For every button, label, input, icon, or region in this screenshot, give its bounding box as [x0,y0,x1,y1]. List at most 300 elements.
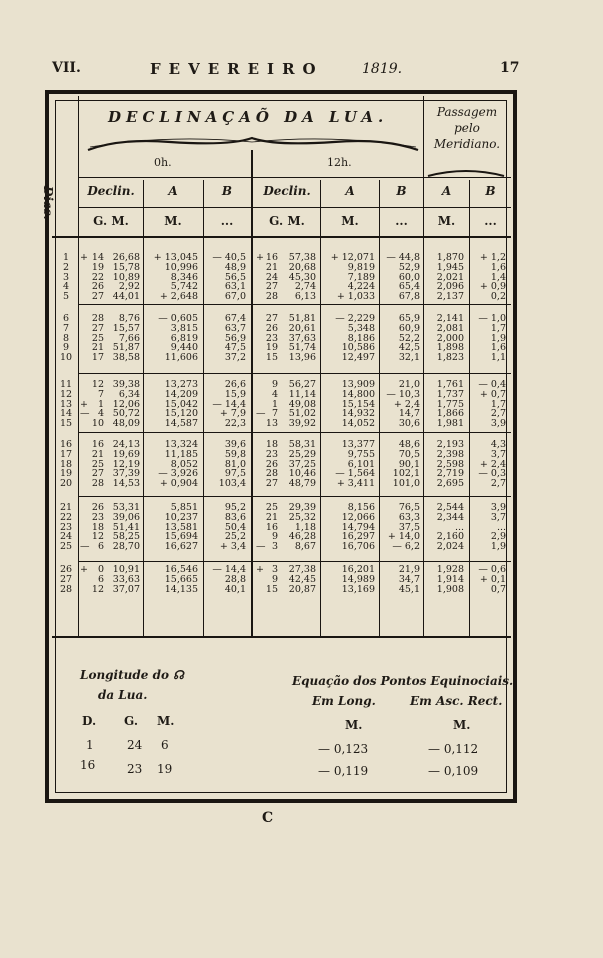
cell-d12-m: 1,18 [294,521,316,533]
cell-b12: 65,4 [398,281,420,293]
passagem-header: Passagem pelo Meridiano. [433,105,501,151]
cell-d0-g: 0 [97,564,104,575]
cell-d12-m: 25,29 [288,448,316,460]
cell-d12-m: 37,25 [288,458,316,470]
cell-pb: 0,2 [490,291,506,303]
cell-d12-g: 16 [265,252,278,263]
cell-b0: 63,7 [224,322,246,334]
cell-a0: + 0,904 [159,478,198,490]
cell-pb: ... [496,521,506,533]
cell-pb: + 0,1 [479,573,506,585]
cell-b0: 97,5 [224,468,246,480]
cell-days: 6 [62,313,70,324]
cell-b0: + 3,4 [219,541,246,553]
cell-days: 10 [59,352,73,364]
cell-days: 27 [59,573,73,585]
cell-a12: 9,755 [347,448,375,460]
cell-b0: 39,6 [224,439,246,450]
cell-pa: 2,000 [436,332,464,344]
cell-a12: 13,377 [341,439,375,450]
cell-a12: 6,101 [347,458,375,470]
cell-d0-g: 16 [91,439,104,450]
cell-pb: 1,6 [490,261,506,273]
cell-days: 28 [59,583,73,595]
cell-b0: 56,9 [224,332,246,344]
longitude-row-g: 24 [127,738,143,752]
cell-days: 14 [59,408,73,420]
cell-b12: 48,6 [398,439,420,450]
cell-d0-g: 22 [91,271,104,283]
cell-b12: 101,0 [392,478,420,490]
unit-gm-0h: G. M. [93,214,129,228]
cell-b12: 21,9 [398,564,420,575]
cell-pb: 3,7 [490,448,506,460]
cell-b12: 42,5 [398,342,420,354]
cell-a0: 15,694 [164,531,198,543]
cell-pa: 2,024 [436,541,464,553]
cell-days: 20 [59,478,73,490]
cell-pb: 3,7 [490,511,506,523]
cell-d0-g: 6 [97,541,104,553]
cell-a0: 11,606 [164,352,198,364]
cell-pb: 2,7 [490,408,506,420]
cell-pa: 2,695 [436,478,464,490]
cell-d12-m: 13,96 [288,352,316,364]
cell-pb: — 0,4 [478,379,506,390]
cell-b0: 40,1 [224,583,246,595]
cell-pa: 1,761 [436,379,464,390]
cell-pa: 1,945 [436,261,464,273]
cell-d12-g: 15 [265,583,278,595]
cell-pb: 1,9 [490,332,506,344]
cell-days: 1 [62,252,70,263]
cell-days: 2 [62,261,70,273]
cell-b12: 65,9 [398,313,420,324]
longitude-row-d: 16 [80,758,96,772]
hour12-label: 12h. [327,156,352,169]
cell-d0-g: 12 [91,583,104,595]
cell-d0-m: 15,78 [112,261,140,273]
cell-d0-g: 17 [91,352,104,364]
cell-pb: 1,9 [490,541,506,553]
cell-d12-m: 29,39 [288,502,316,513]
cell-d12-g: 27 [265,478,278,490]
cell-d12-g: 3 [271,564,278,575]
unit-m-0h: M. [164,214,182,228]
cell-a12: 14,932 [341,408,375,420]
cell-a12: 14,989 [341,573,375,585]
col-b-12h: B [396,184,407,198]
cell-pa: 1,898 [436,342,464,354]
cell-pa: 1,775 [436,398,464,410]
cell-d0-g: 27 [91,322,104,334]
cell-a12: 16,297 [341,531,375,543]
cell-d0-g: 21 [91,448,104,460]
cell-b12: 32,1 [398,352,420,364]
cell-d12-g: 18 [265,439,278,450]
cell-pb: 3,9 [490,418,506,430]
cell-b0: 103,4 [218,478,246,490]
cell-a12: + 3,411 [336,478,375,490]
cell-days: 4 [62,281,70,293]
cell-a12: 15,154 [341,398,375,410]
cell-b12: — 10,3 [386,388,420,400]
month-title: FEVEREIRO [150,60,324,78]
cell-b0: + 7,9 [219,408,246,420]
cell-d0-g: 26 [91,281,104,293]
cell-pb: + 0,9 [479,281,506,293]
cell-pa: 1,981 [436,418,464,430]
cell-days: 22 [59,511,73,523]
cell-pb: 1,6 [490,342,506,354]
cell-d0-m: 8,76 [118,313,140,324]
cell-d0-m: 37,39 [112,468,140,480]
col-a-0h: A [168,184,178,198]
cell-days: 19 [59,468,73,480]
cell-d0-m: 28,70 [112,541,140,553]
cell-d12-g: 27 [265,281,278,293]
cell-days: 24 [59,531,73,543]
cell-pa: 1,823 [436,352,464,364]
cell-d12-sign: — [256,408,266,420]
cell-d0-sign: + [80,252,88,263]
cell-d12-m: 27,38 [288,564,316,575]
cell-d12-g: 21 [265,511,278,523]
cell-d0-g: 25 [91,458,104,470]
cell-d0-g: 14 [91,252,104,263]
cell-d12-m: 6,13 [294,291,316,303]
col-g-label: G. [124,714,138,728]
unit-dots-12h: ... [395,214,408,228]
cell-d0-g: 10 [91,418,104,430]
cell-a0: 6,819 [170,332,198,344]
cell-pa: 1,914 [436,573,464,585]
cell-pa: 2,081 [436,322,464,334]
cell-d0-m: 44,01 [112,291,140,303]
cell-b0: — 14,4 [212,398,246,410]
cell-d12-g: 9 [271,379,278,390]
unit-m-long: M. [345,718,363,732]
cell-b12: 70,5 [398,448,420,460]
cell-a12: 12,497 [341,352,375,364]
cell-a0: 14,587 [164,418,198,430]
cell-d0-m: 6,34 [118,388,140,400]
cell-pa: 2,719 [436,468,464,480]
cell-d12-g: 28 [265,468,278,480]
unit-m-passagem: M. [437,214,456,228]
cell-d12-m: 58,31 [288,439,316,450]
cell-d12-g: 16 [265,521,278,533]
cell-d12-g: 28 [265,291,278,303]
cell-b12: 52,2 [398,332,420,344]
cell-a0: 5,851 [170,502,198,513]
cell-b0: — 40,5 [212,252,246,263]
cell-a12: 7,189 [347,271,375,283]
cell-b0: 25,2 [224,531,246,543]
cell-pb: 1,7 [490,322,506,334]
cell-d12-m: 20,68 [288,261,316,273]
cell-a12: 16,706 [341,541,375,553]
cell-d0-g: 7 [97,388,104,400]
cell-b12: + 14,0 [387,531,420,543]
cell-d0-g: 1 [97,398,104,410]
cell-d0-g: 23 [91,511,104,523]
cell-days: 18 [59,458,73,470]
unit-dots-0h: ... [220,214,234,228]
cell-pa: 2,137 [436,291,464,303]
cell-a12: 12,066 [341,511,375,523]
cell-d0-g: 18 [91,521,104,533]
cell-d12-m: 56,27 [288,379,316,390]
cell-days: 15 [59,418,73,430]
cell-d0-m: 51,41 [112,521,140,533]
cell-a0: 3,815 [170,322,198,334]
cell-days: 13 [59,398,73,410]
cell-pa: 2,344 [436,511,464,523]
cell-a0: 16,546 [164,564,198,575]
cell-a12: 14,800 [341,388,375,400]
cell-d0-m: 12,06 [112,398,140,410]
cell-d0-m: 48,09 [112,418,140,430]
cell-pb: — 0,3 [478,468,506,480]
cell-pb: 1,1 [490,352,506,364]
cell-d12-sign: + [256,564,264,575]
cell-b0: — 14,4 [212,564,246,575]
cell-b12: 21,0 [398,379,420,390]
cell-pb: 1,7 [490,398,506,410]
cell-b0: 63,1 [224,281,246,293]
cell-a0: 10,996 [164,261,198,273]
cell-b12: 14,7 [398,408,420,420]
cell-d0-m: 39,06 [112,511,140,523]
col-a-passagem: A [441,184,452,198]
cell-b0: 15,9 [224,388,246,400]
cell-b12: 60,0 [398,271,420,283]
cell-a0: 15,042 [164,398,198,410]
cell-pa: 2,021 [436,271,464,283]
cell-b12: 30,6 [398,418,420,430]
year: 1819. [362,61,403,77]
cell-days: 3 [62,271,70,283]
cell-pb: + 1,2 [479,252,506,263]
equacao-title: Equação dos Pontos Equinociais. [292,674,514,688]
cell-d12-g: 13 [265,418,278,430]
longitude-row-d: 1 [86,738,94,752]
cell-d12-g: 24 [265,271,278,283]
col-d-label: D. [82,714,97,728]
longitude-row-m: 19 [157,762,173,776]
cell-a12: 9,819 [347,261,375,273]
equacao-long-val: — 0,123 [318,742,369,756]
cell-a0: 15,665 [164,573,198,585]
cell-d0-g: 12 [91,379,104,390]
cell-pb: 1,4 [490,271,506,283]
cell-a12: — 1,564 [335,468,375,480]
cell-d12-g: 25 [265,502,278,513]
cell-days: 16 [59,439,73,450]
cell-d12-m: 45,30 [288,271,316,283]
cell-d12-g: 1 [271,398,278,410]
cell-d0-m: 50,72 [112,408,140,420]
cell-pa: 2,141 [436,313,464,324]
cell-d12-m: 2,74 [294,281,316,293]
cell-pa: 1,737 [436,388,464,400]
cell-d12-g: 7 [271,408,278,420]
cell-d12-g: 23 [265,448,278,460]
cell-a12: 8,186 [347,332,375,344]
cell-d12-g: 21 [265,261,278,273]
cell-d0-m: 38,58 [112,352,140,364]
cell-d0-m: 26,68 [112,252,140,263]
cell-b0: 83,6 [224,511,246,523]
unit-dots-passagem: ... [484,214,497,228]
longitude-title-2: da Lua. [98,688,148,702]
cell-b0: 59,8 [224,448,246,460]
cell-days: 5 [62,291,70,303]
cell-a12: 10,586 [341,342,375,354]
cell-a0: + 2,648 [159,291,198,303]
cell-pa: 2,096 [436,281,464,293]
hour0-label: 0h. [154,156,172,169]
cell-b0: 28,8 [224,573,246,585]
cell-d12-g: 3 [271,541,278,553]
equacao-asc-val: — 0,112 [428,742,479,756]
cell-d12-m: 51,74 [288,342,316,354]
cell-a12: 13,169 [341,583,375,595]
cell-a12: 4,224 [347,281,375,293]
cell-d12-g: 27 [265,313,278,324]
cell-a0: 16,627 [164,541,198,553]
cell-days: 11 [59,379,73,390]
cell-d0-g: 12 [91,531,104,543]
cell-a0: 13,581 [164,521,198,533]
cell-a12: 14,794 [341,521,375,533]
cell-b12: 102,1 [392,468,420,480]
cell-days: 26 [59,564,73,575]
cell-d12-m: 37,63 [288,332,316,344]
cell-d0-m: 19,69 [112,448,140,460]
unit-gm-12h: G. M. [269,214,305,228]
cell-a12: — 2,229 [335,313,375,324]
cell-b12: — 44,8 [386,252,420,263]
cell-d12-sign: + [256,252,264,263]
cell-a0: 8,052 [170,458,198,470]
cell-a0: 9,440 [170,342,198,354]
cell-pb: 0,7 [490,583,506,595]
cell-pa: 1,928 [436,564,464,575]
cell-d12-m: 20,61 [288,322,316,334]
cell-pa: 2,193 [436,439,464,450]
cell-d12-g: 15 [265,352,278,364]
cell-days: 25 [59,541,73,553]
col-m-label: M. [157,714,175,728]
em-long-label: Em Long. [312,694,376,708]
cell-d12-sign: — [256,541,266,553]
cell-days: 7 [62,322,70,334]
cell-a0: 5,742 [170,281,198,293]
cell-pb: 2,7 [490,478,506,490]
cell-a12: 13,909 [341,379,375,390]
cell-pb: + 0,7 [479,388,506,400]
cell-pa: 1,866 [436,408,464,420]
cell-d0-m: 53,31 [112,502,140,513]
cell-pb: — 1,0 [478,313,506,324]
cell-a12: 5,348 [347,322,375,334]
cell-d0-sign: + [80,398,88,410]
cell-b0: 50,4 [224,521,246,533]
cell-d0-m: 10,91 [112,564,140,575]
page-number: 17 [500,60,520,76]
cell-d0-g: 21 [91,342,104,354]
cell-d0-m: 14,53 [112,478,140,490]
cell-pb: 4,3 [490,439,506,450]
cell-d12-m: 8,67 [294,541,316,553]
cell-b12: 34,7 [398,573,420,585]
cell-b12: 67,8 [398,291,420,303]
cell-a0: 15,120 [164,408,198,420]
cell-d0-sign: — [80,541,90,553]
cell-b12: + 2,4 [393,398,420,410]
cell-d0-m: 58,25 [112,531,140,543]
cell-b0: 37,2 [224,352,246,364]
cell-d0-sign: — [80,408,90,420]
cell-days: 8 [62,332,70,344]
cell-d0-m: 12,19 [112,458,140,470]
col-b-0h: B [221,184,233,198]
cell-d12-m: 10,46 [288,468,316,480]
section-number: VII. [52,60,81,76]
cell-b12: 76,5 [398,502,420,513]
longitude-row-g: 23 [127,762,143,776]
cell-d12-m: 57,38 [288,252,316,263]
cell-d12-m: 20,87 [288,583,316,595]
cell-pa: ... [454,521,464,533]
cell-d0-m: 37,07 [112,583,140,595]
equacao-long-val: — 0,119 [318,764,369,778]
col-a-12h: A [345,184,355,198]
longitude-row-m: 6 [161,738,169,752]
col-declin-0h: Declin. [87,184,135,198]
cell-pb: + 2,4 [479,458,506,470]
cell-a0: 8,346 [170,271,198,283]
cell-d12-g: 26 [265,322,278,334]
cell-b0: 67,4 [224,313,246,324]
cell-d0-g: 28 [91,313,104,324]
cell-b12: — 6,2 [392,541,420,553]
cell-pb: 2,9 [490,531,506,543]
cell-d0-m: 7,66 [118,332,140,344]
cell-d12-g: 19 [265,342,278,354]
unit-m-asc: M. [453,718,471,732]
cell-d0-m: 39,38 [112,379,140,390]
cell-d12-m: 51,02 [288,408,316,420]
cell-a12: 14,052 [341,418,375,430]
cell-days: 21 [59,502,73,513]
cell-b0: 48,9 [224,261,246,273]
cell-d12-m: 48,79 [288,478,316,490]
longitude-title-1: Longitude do ☊ [80,668,184,682]
col-declin-12h: Declin. [263,184,311,198]
cell-d0-m: 51,87 [112,342,140,354]
cell-b0: 67,0 [224,291,246,303]
cell-b12: 90,1 [398,458,420,470]
cell-b0: 81,0 [224,458,246,470]
cell-d0-g: 19 [91,261,104,273]
cell-d12-m: 49,08 [288,398,316,410]
cell-d0-g: 6 [97,573,104,585]
cell-b12: 60,9 [398,322,420,334]
cell-b0: 95,2 [224,502,246,513]
